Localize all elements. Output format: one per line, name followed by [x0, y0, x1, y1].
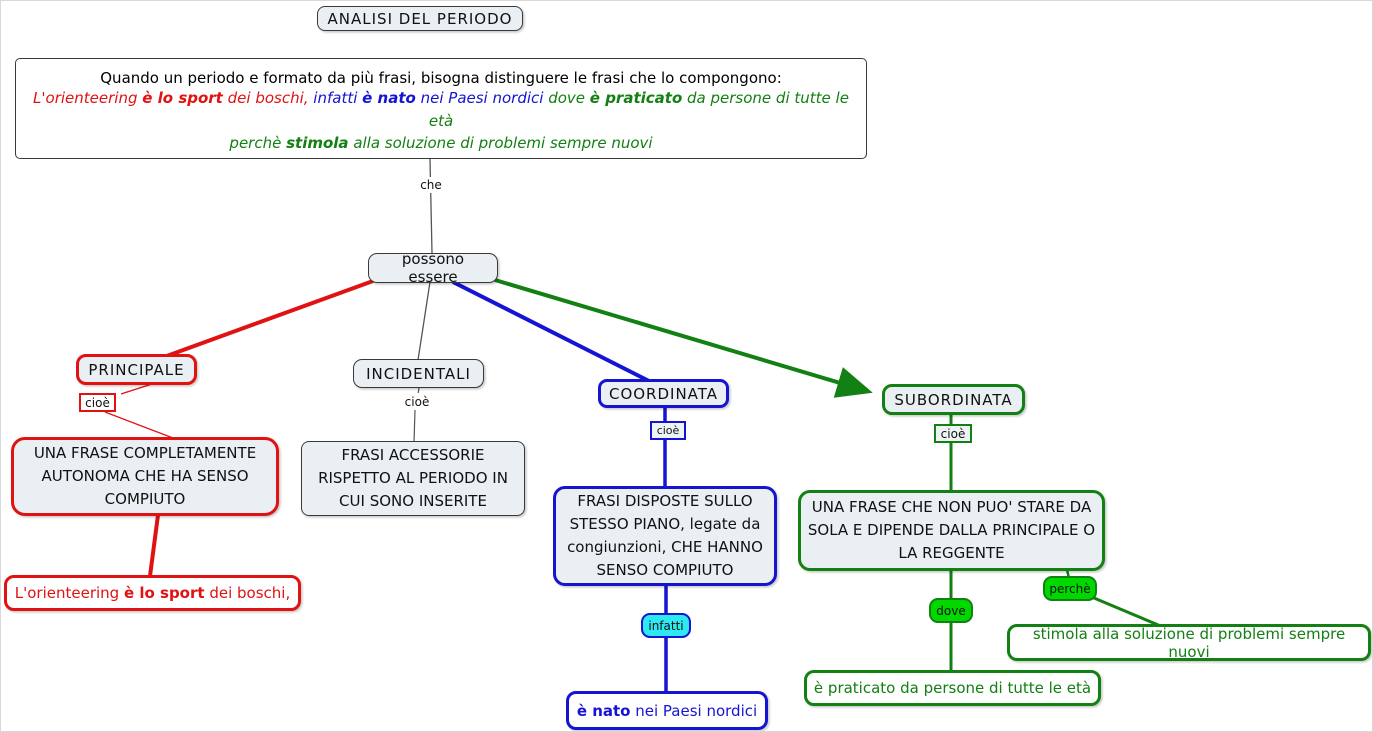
definition-principale[interactable]: UNA FRASE COMPLETAMENTE AUTONOMA CHE HA SENSO COMPIUTO	[11, 437, 279, 516]
node-incidentali[interactable]: INCIDENTALI	[353, 359, 484, 388]
definition-subordinata[interactable]: UNA FRASE CHE NON PUO' STARE DA SOLA E DIPENDE DALLA PRINCIPALE O LA REGGENTE	[798, 490, 1105, 571]
line-to-incidentali	[418, 282, 430, 360]
example-principale[interactable]: L'orienteering è lo sport dei boschi,	[4, 575, 301, 611]
link-label-che[interactable]: che	[416, 177, 446, 193]
intro-statement: Quando un periodo e formato da più frasi, bisogna distinguere le frasi che lo compongono:	[100, 69, 782, 87]
link-label-cioe-incidentali[interactable]: cioè	[399, 393, 435, 410]
link-label-cioe-subordinata[interactable]: cioè	[934, 424, 972, 443]
node-subordinata[interactable]: SUBORDINATA	[882, 384, 1025, 415]
line-principale-cioe	[121, 384, 152, 394]
arrow-to-subordinata	[495, 280, 867, 391]
line-to-principale	[164, 281, 373, 357]
link-label-cioe-coordinata[interactable]: cioè	[650, 421, 686, 440]
link-label-cioe-principale[interactable]: cioè	[79, 393, 116, 412]
definition-coordinata[interactable]: FRASI DISPOSTE SULLO STESSO PIANO, legate da congiunzioni, CHE HANNO SENSO COMPIUTO	[553, 486, 777, 586]
link-label-infatti[interactable]: infatti	[641, 613, 691, 638]
intro-example-line2: perchè stimola alla soluzione di problemi sempre nuovi	[229, 134, 653, 152]
example-subordinata-dove[interactable]: è praticato da persone di tutte le età	[804, 670, 1101, 706]
possono-essere-node[interactable]: possono essere	[368, 253, 498, 283]
intro-node[interactable]	[15, 58, 867, 159]
example-subordinata-perche[interactable]: stimola alla soluzione di problemi sempre nuovi	[1007, 624, 1371, 661]
node-principale[interactable]: PRINCIPALE	[76, 354, 197, 385]
example-coordinata[interactable]: è nato nei Paesi nordici	[566, 691, 768, 730]
line-def-to-example-principale	[150, 515, 158, 576]
line-cioe-def-principale	[105, 412, 173, 438]
definition-incidentali[interactable]: FRASI ACCESSORIE RISPETTO AL PERIODO IN CUI SONO INSERITE	[301, 441, 525, 516]
map-title-node[interactable]	[317, 6, 523, 31]
map-title: ANALISI DEL PERIODO	[327, 9, 513, 28]
link-label-dove[interactable]: dove	[929, 598, 973, 623]
node-coordinata[interactable]: COORDINATA	[598, 379, 729, 408]
line-cioe-def-incidentali	[414, 410, 415, 442]
link-label-perche[interactable]: perchè	[1043, 576, 1097, 601]
line-intro-to-possono	[430, 159, 432, 253]
intro-example-line: L'orienteering è lo sport dei boschi, infatti è nato nei Paesi nordici dove è praticato da persone di tutte le età	[33, 89, 849, 130]
